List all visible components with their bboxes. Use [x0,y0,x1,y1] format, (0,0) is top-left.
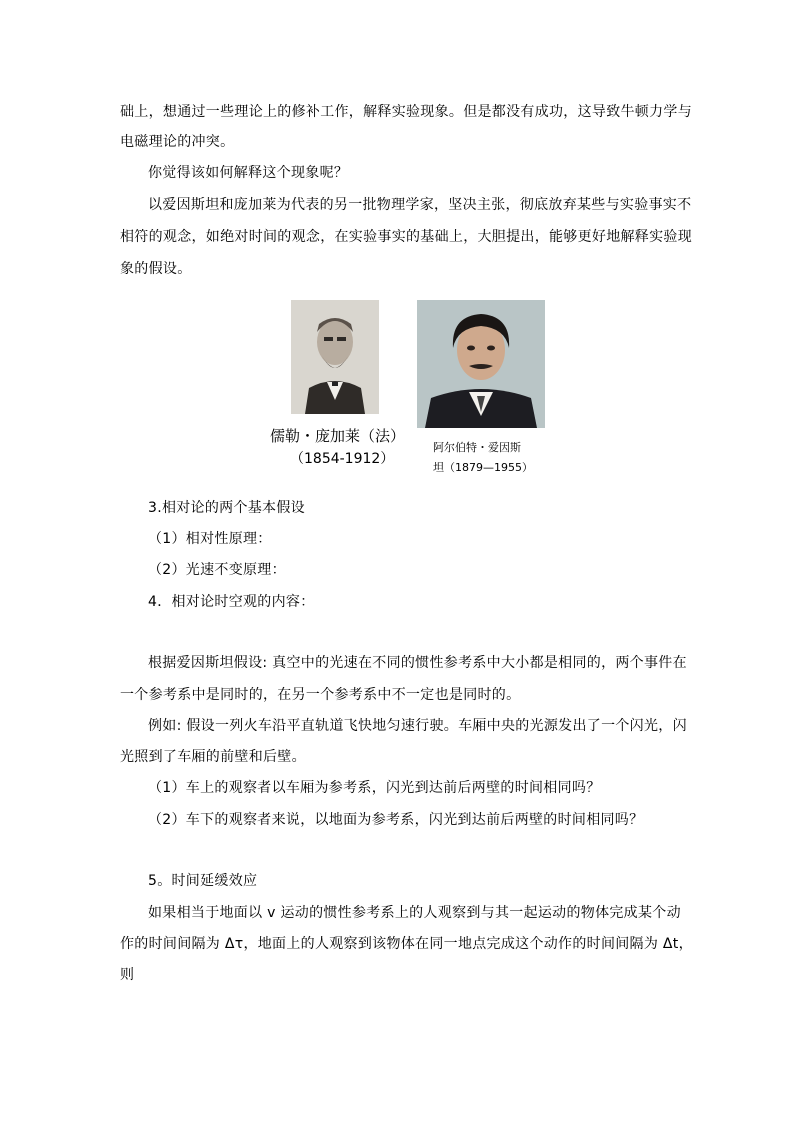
body-text-line: 例如: 假设一列火车沿平直轨道飞快地匀速行驶。车厢中央的光源发出了一个闪光，闪 [148,718,687,734]
body-text-line: 则 [120,967,135,983]
body-text-line: 以爱因斯坦和庞加莱为代表的另一批物理学家，坚决主张，彻底放弃某些与实验事实不 [148,197,692,213]
poincare-portrait [291,300,379,414]
einstein-years-caption: 坦（1879—1955） [433,461,533,474]
einstein-portrait [417,300,545,428]
list-item: （2）车下的观察者来说，以地面为参考系，闪光到达前后两壁的时间相同吗？ [148,812,644,828]
poincare-name-caption: 儒勒・庞加莱（法） [270,427,406,445]
body-text-line: 你觉得该如何解释这个现象呢？ [148,165,349,181]
body-text-line: 础上，想通过一些理论上的修补工作，解释实验现象。但是都没有成功，这导致牛顿力学与 [120,104,692,120]
section-heading: 3.相对论的两个基本假设 [148,500,305,516]
list-item: （1）车上的观察者以车厢为参考系，闪光到达前后两壁的时间相同吗？ [148,780,601,796]
list-item: （2）光速不变原理： [148,562,286,578]
scientists-figure [262,298,552,478]
body-text-line: 相符的观念，如绝对时间的观念，在实验事实的基础上，大胆提出，能够更好地解释实验现 [120,229,692,245]
section-heading: 4．相对论时空观的内容： [148,594,315,610]
list-item: （1）相对性原理： [148,531,272,547]
body-text-line: 根据爱因斯坦假设: 真空中的光速在不同的惯性参考系中大小都是相同的，两个事件在 [148,655,687,671]
body-text-line: 象的假设。 [120,261,192,277]
body-text-line: 光照到了车厢的前壁和后壁。 [120,749,306,765]
einstein-name-caption: 阿尔伯特・爱因斯 [433,441,521,454]
section-heading: 5。时间延缓效应 [148,873,258,889]
body-text-line: 一个参考系中是同时的，在另一个参考系中不一定也是同时的。 [120,687,521,703]
body-text-line: 作的时间间隔为 Δτ，地面上的人观察到该物体在同一地点完成这个动作的时间间隔为 Δt， [120,936,693,952]
body-text-line: 电磁理论的冲突。 [120,134,235,150]
poincare-years-caption: （1854-1912） [290,451,395,467]
body-text-line: 如果相当于地面以 v 运动的惯性参考系上的人观察到与其一起运动的物体完成某个动 [148,905,681,921]
